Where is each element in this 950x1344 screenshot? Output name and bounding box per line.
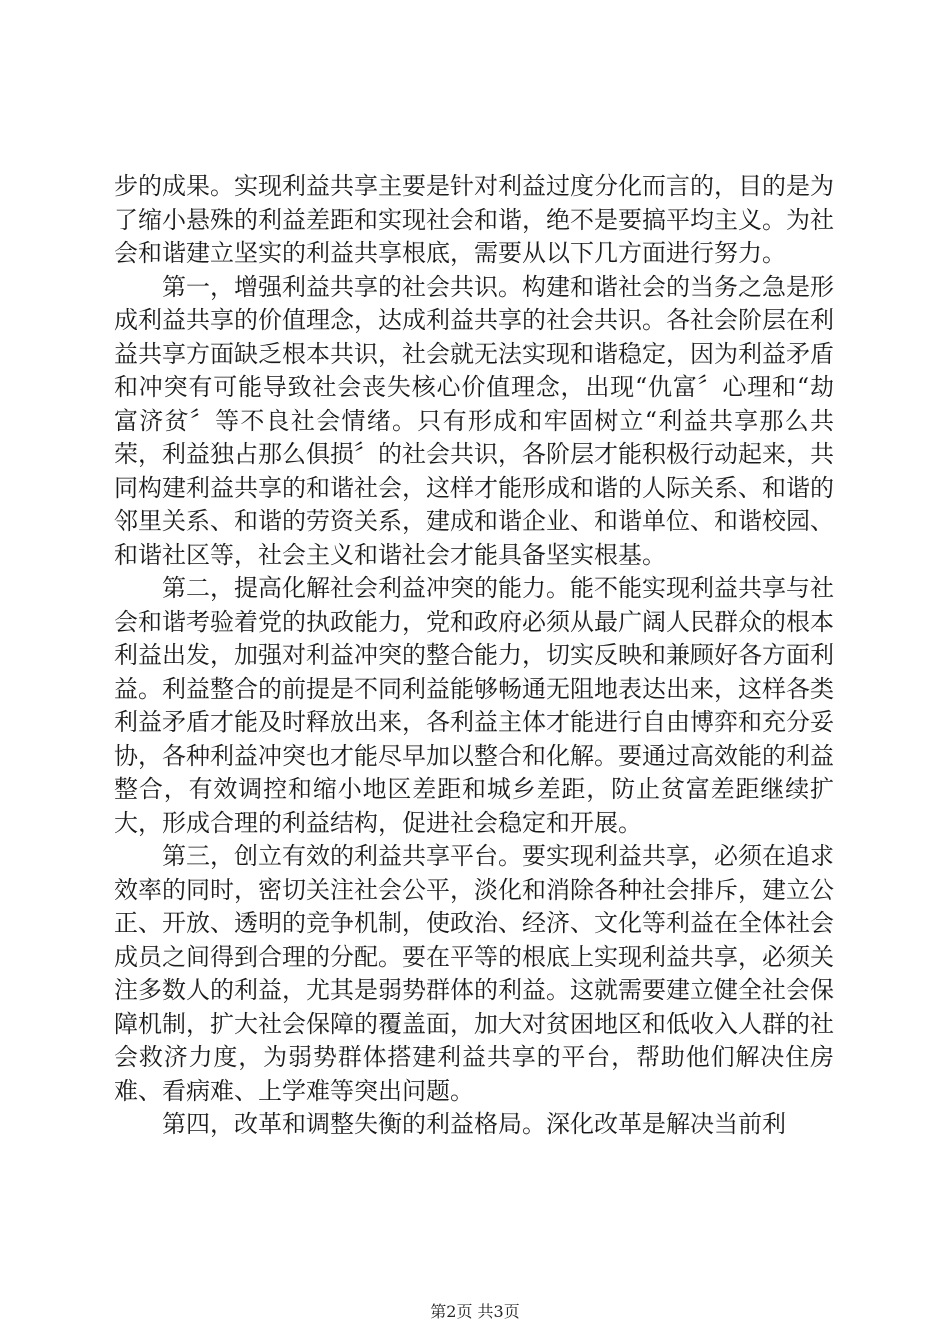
paragraph-point-three: 第三，创立有效的利益共享平台。要实现利益共享，必须在追求效率的同时，密切关注社会公平，淡化和消除各种社会排斥，建立公正、开放、透明的竞争机制，使政治、经济、文化等利益在全体社会成员之间得到合理的分配。要在平等的根底上实现利益共享，必须关注多数人的利益，尤其是弱势群体的利益。这就需要建立健全社会保障机制，扩大社会保障的覆盖面，加大对贫困地区和低收入人群的社会救济力度，为弱势群体搭建利益共享的平台，帮助他们解决住房难、看病难、上学难等突出问题。 [114, 842, 834, 1105]
paragraph-intro-continuation: 步的成果。实现利益共享主要是针对利益过度分化而言的，目的是为了缩小悬殊的利益差距和实现社会和谐，绝不是要搞平均主义。为社会和谐建立坚实的利益共享根底，需要从以下几方面进行努力。 [114, 172, 834, 267]
paragraph-point-two: 第二，提高化解社会利益冲突的能力。能不能实现利益共享与社会和谐考验着党的执政能力，党和政府必须从最广阔人民群众的根本利益出发，加强对利益冲突的整合能力，切实反映和兼顾好各方面利益。利益整合的前提是不同利益能够畅通无阻地表达出来，这样各类利益矛盾才能及时释放出来，各利益主体才能进行自由博弈和充分妥协，各种利益冲突也才能尽早加以整合和化解。要通过高效能的利益整合，有效调控和缩小地区差距和城乡差距，防止贫富差距继续扩大，形成合理的利益结构，促进社会稳定和开展。 [114, 574, 834, 837]
paragraph-point-one: 第一，增强利益共享的社会共识。构建和谐社会的当务之急是形成利益共享的价值理念，达成利益共享的社会共识。各社会阶层在利益共享方面缺乏根本共识，社会就无法实现和谐稳定，因为利益矛盾和冲突有可能导致社会丧失核心价值理念，出现“仇富〞心理和“劫富济贫〞等不良社会情绪。只有形成和牢固树立“利益共享那么共荣，利益独占那么俱损〞的社会共识，各阶层才能积极行动起来，共同构建利益共享的和谐社会，这样才能形成和谐的人际关系、和谐的邻里关系、和谐的劳资关系，建成和谐企业、和谐单位、和谐校园、和谐社区等，社会主义和谐社会才能具备坚实根基。 [114, 272, 834, 569]
document-body [114, 170, 834, 1142]
page-number-footer: 第2页 共3页 [430, 1302, 520, 1321]
paragraph-point-four: 第四，改革和调整失衡的利益格局。深化改革是解决当前利 [162, 1110, 786, 1138]
